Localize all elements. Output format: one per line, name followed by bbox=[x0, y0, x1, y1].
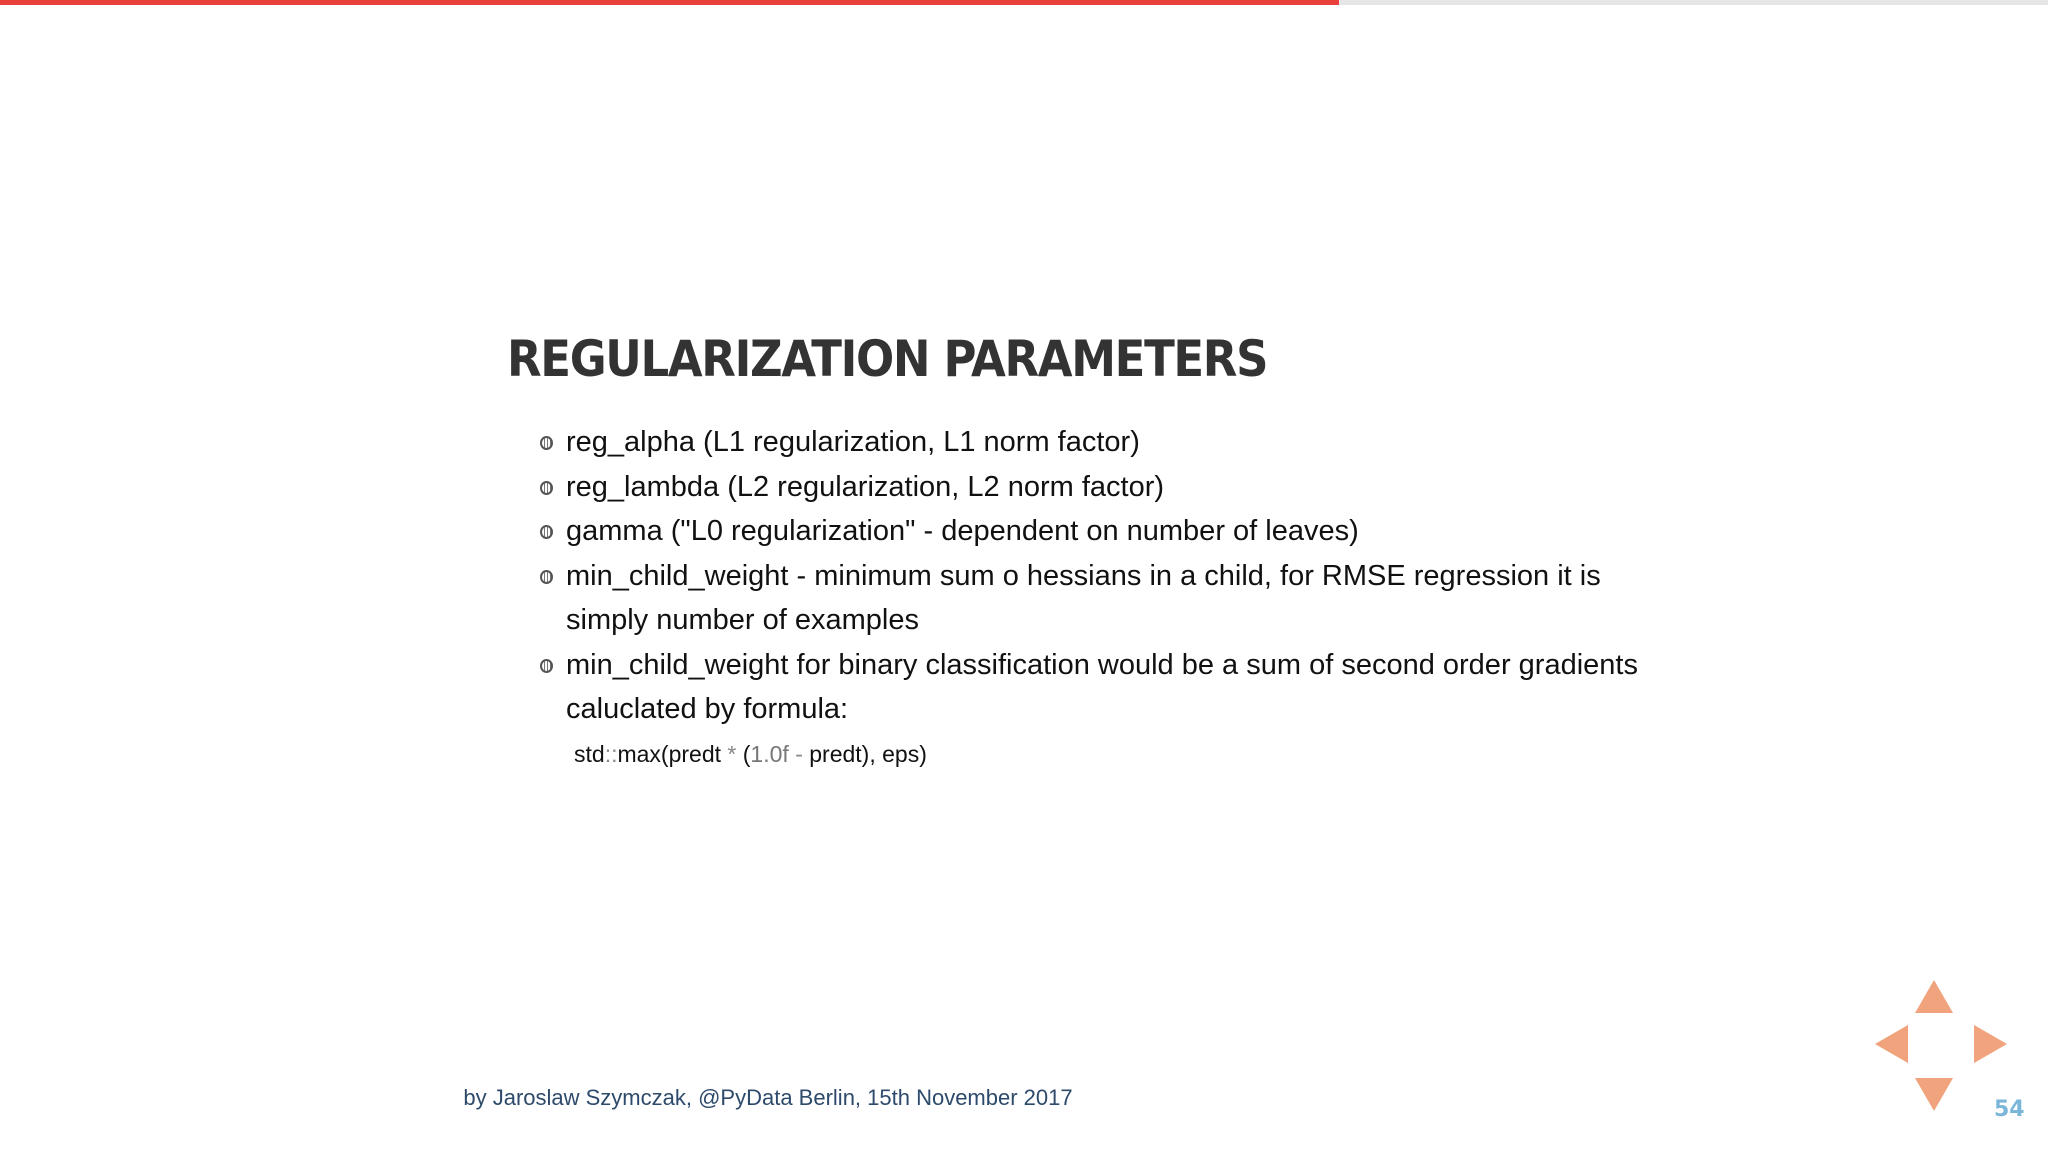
bullet-text: min_child_weight for binary classification would be a sum of second order gradients caluclated by formula: bbox=[566, 648, 1638, 725]
bullet-text: reg_lambda (L2 regularization, L2 norm factor) bbox=[566, 470, 1165, 503]
bullet-icon bbox=[540, 570, 553, 584]
progress-bar-fill bbox=[0, 0, 1339, 5]
navigate-down-icon[interactable] bbox=[1915, 1078, 1953, 1111]
code-token: 1.0f bbox=[750, 741, 789, 767]
bullet-item bbox=[540, 554, 1680, 643]
bullet-icon bbox=[540, 525, 553, 539]
bullet-icon bbox=[540, 481, 553, 495]
code-token: max(predt bbox=[617, 741, 728, 767]
bullet-text: reg_alpha (L1 regularization, L1 norm factor) bbox=[566, 426, 1140, 458]
navigate-right-icon[interactable] bbox=[1974, 1025, 2007, 1063]
slide-number: 54 bbox=[1994, 1097, 2025, 1122]
bullet-item bbox=[540, 643, 1680, 732]
bullet-text: gamma ("L0 regularization" - dependent on number of leaves) bbox=[566, 515, 1359, 547]
navigation-controls bbox=[1872, 978, 1994, 1113]
navigate-left-icon[interactable] bbox=[1875, 1025, 1908, 1063]
progress-bar bbox=[0, 0, 2048, 5]
code-token: predt), eps) bbox=[802, 741, 927, 767]
slide-title: REGULARIZATION PARAMETERS bbox=[507, 330, 1268, 388]
bullet-icon bbox=[540, 659, 553, 673]
code-token: :: bbox=[604, 741, 618, 767]
bullet-item bbox=[540, 420, 1680, 465]
bullet-item bbox=[540, 465, 1680, 510]
slide-footer: by Jaroslaw Szymczak, @PyData Berlin, 15th November 2017 bbox=[463, 1085, 1073, 1110]
code-formula bbox=[574, 741, 927, 768]
bullet-text: min_child_weight - minimum sum o hessians in a child, for RMSE regression it is simply number of examples bbox=[566, 559, 1601, 636]
navigate-up-icon[interactable] bbox=[1915, 980, 1953, 1013]
bullet-icon bbox=[540, 436, 553, 450]
code-token: * bbox=[727, 741, 737, 767]
bullet-item bbox=[540, 509, 1680, 554]
code-token: - bbox=[795, 741, 803, 767]
code-token: std bbox=[574, 741, 605, 767]
bullet-list bbox=[540, 420, 1680, 732]
code-token: ( bbox=[736, 741, 751, 767]
